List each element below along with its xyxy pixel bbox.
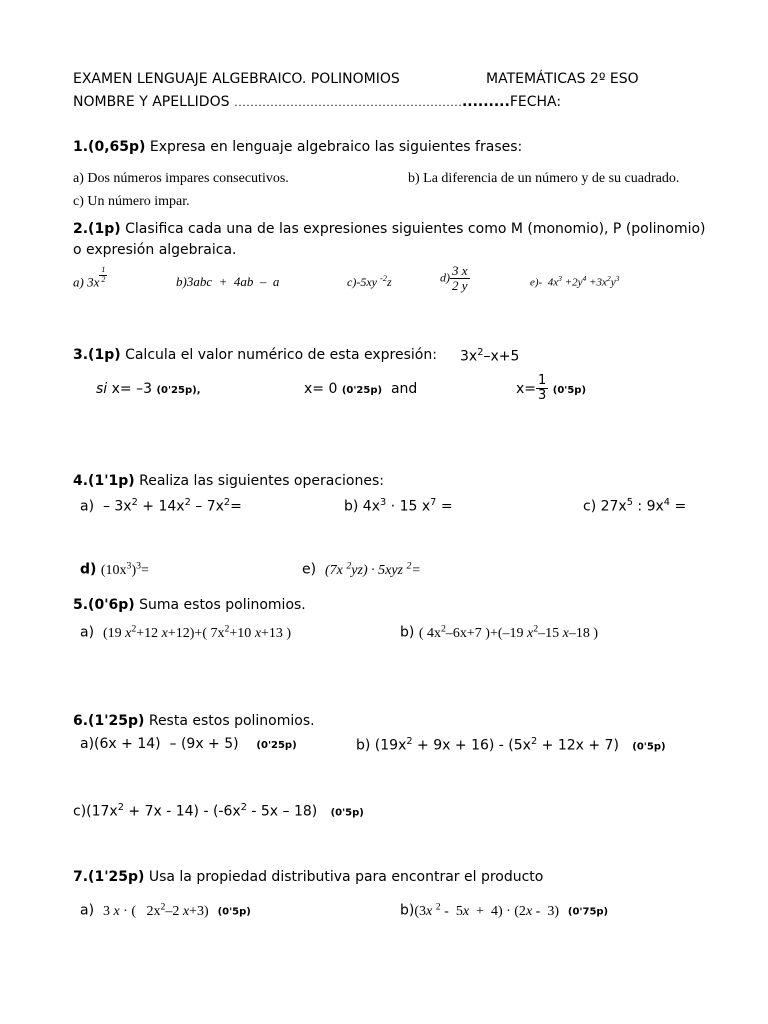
q4-number: 4.(1'1p) — [73, 473, 135, 489]
q3-points-a: (0'25p), — [156, 385, 201, 396]
q5-op-a: a) (19 $x^2+12$ x+12)+( $7x^2+10$ x+13 ) — [80, 623, 292, 641]
q1-item-a: a) Dos números impares consecutivos. — [73, 171, 289, 186]
q4-op-b: b) $4x^3 \cdot 15$ $x^7$ = — [344, 497, 453, 515]
q3-case-b: x= 0 (0'25p) and — [304, 381, 418, 397]
q7-number: 7.(1'25p) — [73, 869, 145, 885]
q4-heading — [73, 474, 384, 488]
q5-text: Suma estos polinomios. — [139, 597, 306, 613]
q3-expression: $3x^2-x+5$ — [460, 347, 520, 365]
q2-heading — [73, 222, 706, 236]
q2-expr-c: c)-5xy $^{-2}$z — [347, 274, 392, 289]
q6-points-b: (0'5p) — [632, 741, 666, 753]
name-label: NOMBRE Y APELLIDOS — [73, 94, 230, 110]
date-label: FECHA: — [509, 94, 562, 110]
q6-op-a: a)(6x + 14) – (9x + 5) (0'25p) — [80, 736, 297, 752]
q1-item-c: c) Un número impar. — [73, 194, 190, 209]
q7-op-a: a) 3 x · ( $2x^2-2$ x+3) (0'5p) — [80, 901, 251, 919]
q3-case-a: si x= –3 (0'25p), — [96, 381, 201, 397]
exam-title: EXAMEN LENGUAJE ALGEBRAICO. POLINOMIOS — [73, 71, 400, 87]
q7-text: Usa la propiedad distributiva para encontrar el producto — [148, 869, 544, 885]
q3-heading — [73, 348, 437, 362]
q4-op-a: $a) - 3x^2 + 14x^2 - 7x^2=$ — [80, 497, 242, 515]
q4-op-e: e) (7x $^2$yz) · 5xyz $^2$= — [302, 560, 421, 578]
q2-text-line1: Clasifica cada una de las expresiones siguientes como M (monomio), P (polinomio) — [125, 221, 706, 237]
q6-points-c: (0'5p) — [330, 807, 364, 819]
q3-and: and — [390, 381, 418, 397]
q2-expr-b: b)3abc + 4ab – a — [176, 274, 280, 289]
q2-expr-d: d) $\frac{3 x}{2 y}$ — [440, 263, 468, 294]
q7-points-a: (0'5p) — [217, 906, 251, 918]
q4-op-d: d) $(10x^3)^3=$ — [80, 560, 149, 578]
q3-case-c: x= $\frac{1}{3}$ (0'5p) — [516, 373, 587, 404]
q7-points-b: (0'75p) — [567, 906, 609, 918]
q2-expr-e: e)- $4x^3 +2y^4 +3x^2y^3$ — [530, 274, 620, 289]
q6-heading — [73, 714, 315, 728]
q5-heading — [73, 598, 306, 612]
q6-points-a: (0'25p) — [256, 740, 297, 751]
q6-number: 6.(1'25p) — [73, 713, 145, 729]
q4-text: Realiza las siguientes operaciones: — [139, 473, 384, 489]
q1-text: Expresa en lenguaje algebraico las siguientes frases: — [149, 139, 523, 155]
name-dots-bold: ......... — [461, 94, 510, 110]
q2-expr-a: a) 3x $^{\frac{1}{2}}$ — [73, 265, 106, 290]
q5-op-b: b) ( $4x^2-6x+7$ )+(–19 $x^2-15$ x–18 ) — [400, 623, 599, 641]
q7-op-b: b)(3x $^2$ - 5x + 4) · (2x - 3) (0'75p) — [400, 901, 609, 919]
name-dots: ………………………………………………… — [233, 95, 462, 109]
q2-text-line2: o expresión algebraica. — [73, 242, 237, 258]
q6-text: Resta estos polinomios. — [148, 713, 315, 729]
q4-op-c: c) $27x^5$ : $9x^4$ = — [583, 497, 687, 515]
q1-item-b: b) La diferencia de un número y de su cuadrado. — [408, 171, 680, 186]
q1-heading — [73, 140, 522, 154]
q5-number: 5.(0'6p) — [73, 597, 135, 613]
q3-number: 3.(1p) — [73, 347, 121, 363]
q6-op-b: b) $(19x^2 + 9x + 16) - (5x^2 + 12x + 7)$ (0'5p) — [356, 736, 666, 754]
name-line — [73, 95, 561, 109]
q1-number: 1.(0,65p) — [73, 139, 146, 155]
q3-text: Calcula el valor numérico de esta expresión: — [125, 347, 437, 363]
q3-points-b: (0'25p) — [341, 385, 383, 396]
subject-label: MATEMÁTICAS 2º ESO — [486, 71, 639, 87]
q7-heading — [73, 870, 543, 884]
q2-number: 2.(1p) — [73, 221, 121, 237]
q6-op-c: $c)(17x^2 + 7x - 14) - (-6x^2 - 5x - 18)$ (0'5p) — [73, 802, 364, 820]
q3-points-c: (0'5p) — [552, 384, 587, 396]
